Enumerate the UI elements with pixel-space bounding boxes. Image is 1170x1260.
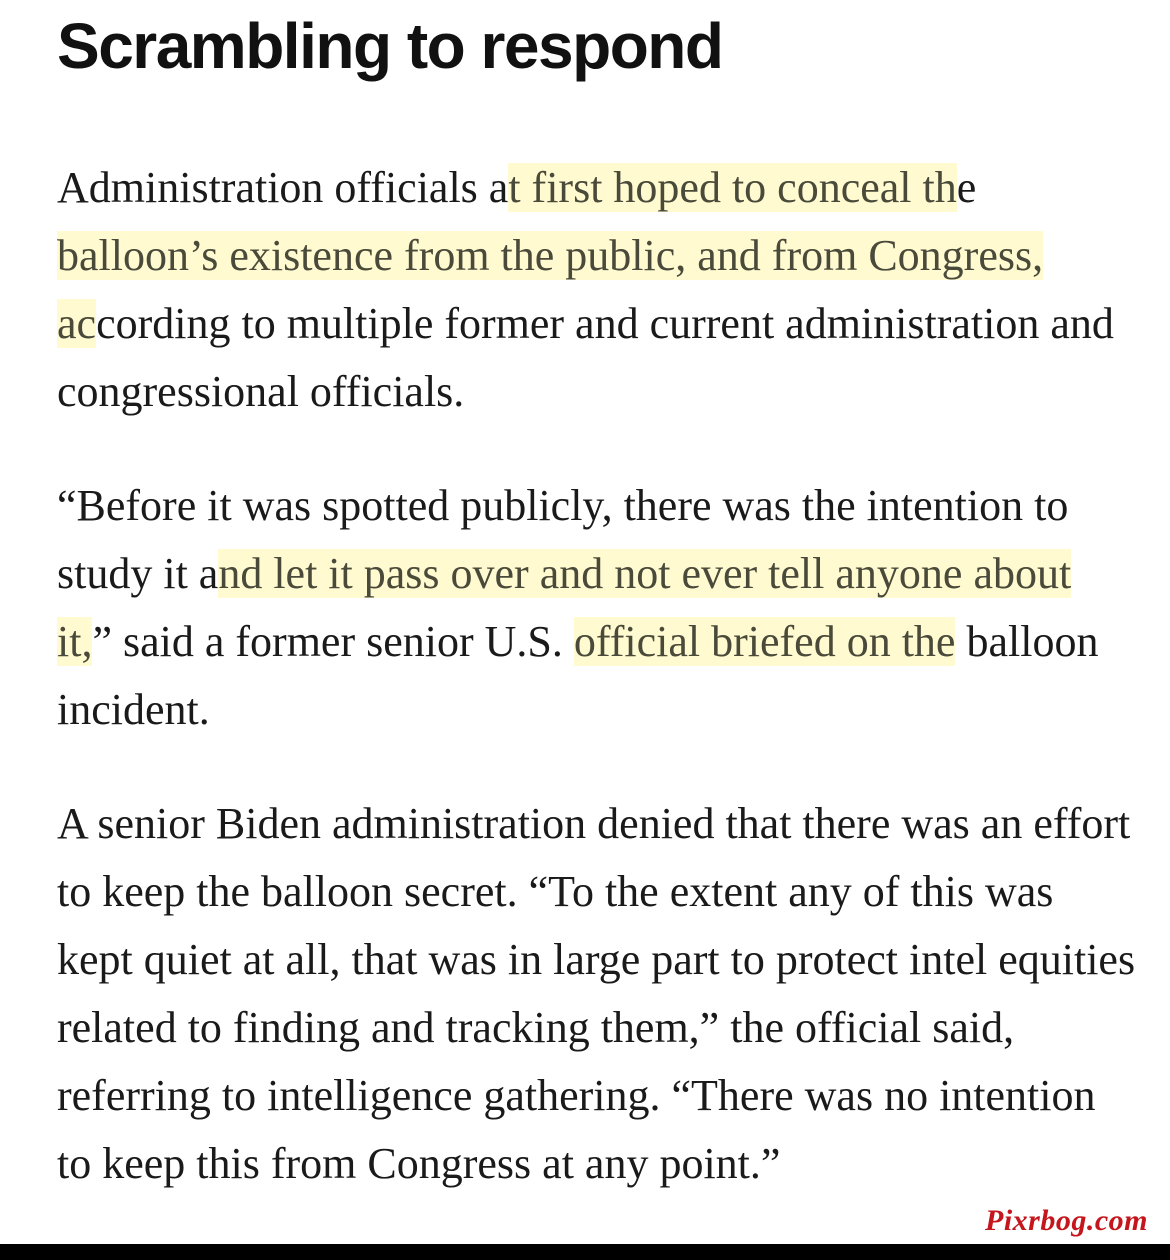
paragraph-2-text-b: nd let it pass over and not ever tell anyone about it, bbox=[57, 549, 1072, 666]
bottom-bar bbox=[0, 1244, 1170, 1260]
paragraph-1-text-a: Administration officials a bbox=[57, 163, 509, 212]
paragraph-2 bbox=[57, 472, 1137, 744]
paragraph-2-text-a: “Before it was spotted publicly, there was the intention to study it a bbox=[57, 481, 1069, 598]
paragraph-2-text-e: balloon incident. bbox=[57, 617, 1099, 734]
watermark-logo: Pixrbog.com bbox=[985, 1204, 1148, 1237]
paragraph-1-text-c: e bbox=[956, 163, 977, 212]
paragraph-2-highlight-2 bbox=[574, 617, 956, 666]
article-headline: Scrambling to respond bbox=[57, 10, 723, 82]
paragraph-2-text-c: ” said a former senior U.S. bbox=[92, 617, 574, 666]
paragraph-1-text-d: balloon’s existence from the public, and from Congress, ac bbox=[57, 231, 1044, 348]
paragraph-1-text-e: cording to multiple former and current administration and congressional officials. bbox=[57, 299, 1114, 416]
paragraph-2-text-d: official briefed on the bbox=[573, 617, 956, 666]
paragraph-3: A senior Biden administration denied that there was an effort to keep the balloon secret. “To the extent any of this was kept quiet at all, that was in large part to protect intel equities related to finding and tracking them,” the official said, referring to intelligence gathering. “There was no intention to keep this from Congress at any point.” bbox=[57, 799, 1136, 1188]
paragraph-1 bbox=[57, 154, 1137, 426]
paragraph-1-highlight bbox=[508, 163, 956, 212]
paragraph-1-text-b: t first hoped to conceal th bbox=[508, 163, 957, 212]
